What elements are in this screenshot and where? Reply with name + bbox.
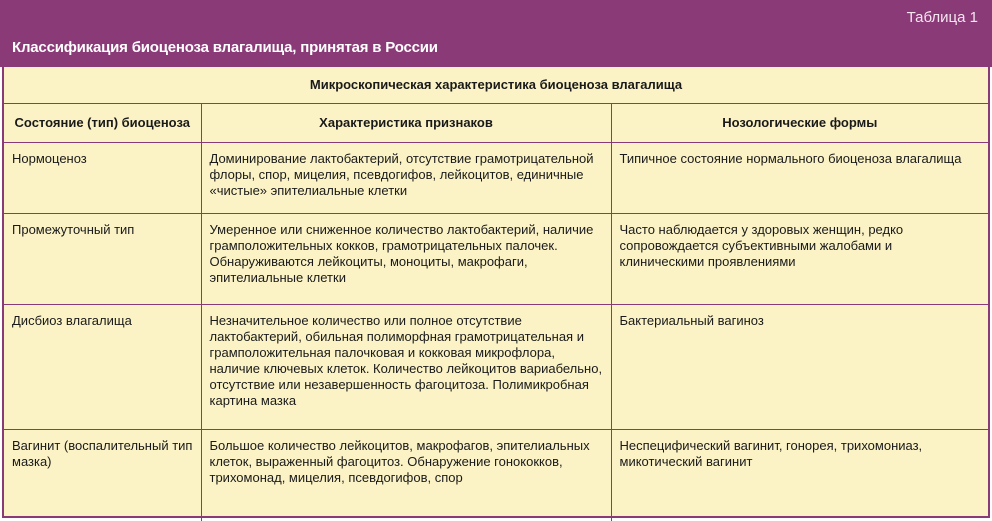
- forms-cell: Часто наблюдается у здоровых женщин, редко сопровождается субъективными жалобами и клиническими проявлениями: [612, 214, 989, 274]
- super-header: Микроскопическая характеристика биоценоза влагалища: [4, 67, 988, 104]
- signs-cell: Доминирование лактобактерий, отсутствие грамотрицательной флоры, спор, мицелия, псевдогифов, лейкоцитов, единичные «чистые» эпителиальные клетки: [202, 143, 611, 203]
- table-row: [4, 143, 988, 214]
- table-row: [4, 305, 988, 430]
- signs-cell: Большое количество лейкоцитов, макрофагов, эпителиальных клеток, выраженный фагоцитоз. Обнаружение гонококков, трихомонад, мицелия, псевдогифов, спор: [202, 430, 611, 490]
- forms-cell: Неспецифический вагинит, гонорея, трихомониаз, микотический вагинит: [612, 430, 989, 474]
- state-cell: Вагинит (воспалительный тип мазка): [4, 430, 201, 474]
- table-header-bar: [0, 0, 992, 67]
- forms-cell: Бактериальный вагиноз: [612, 305, 989, 333]
- column-header-forms: Нозологические формы: [611, 104, 988, 143]
- table-title: Классификация биоценоза влагалища, принятая в России: [12, 39, 438, 56]
- column-header-state: Состояние (тип) биоценоза: [4, 104, 201, 143]
- signs-cell: Умеренное или сниженное количество лактобактерий, наличие грамположительных кокков, грамотрицательных палочек. Обнаруживаются лейкоциты, моноциты, макрофаги, эпителиальные клетки: [202, 214, 611, 290]
- signs-cell: Незначительное количество или полное отсутствие лактобактерий, обильная полиморфная грамотрицательная и грамположительная палочковая и кокковая микрофлора, наличие ключевых клеток. Количество лейкоцитов вариабельно, отсутствие или незавершенность фагоцитоза. Полимикробная картина мазка: [202, 305, 611, 413]
- state-cell: Дисбиоз влагалища: [4, 305, 201, 333]
- forms-cell: Типичное состояние нормального биоценоза влагалища: [612, 143, 989, 171]
- state-cell: Нормоценоз: [4, 143, 201, 171]
- state-cell: Промежуточный тип: [4, 214, 201, 242]
- table-number: Таблица 1: [907, 9, 978, 26]
- classification-table: [2, 67, 990, 518]
- table-row: [4, 214, 988, 305]
- column-header-signs: Характеристика признаков: [201, 104, 611, 143]
- table-row: [4, 430, 988, 521]
